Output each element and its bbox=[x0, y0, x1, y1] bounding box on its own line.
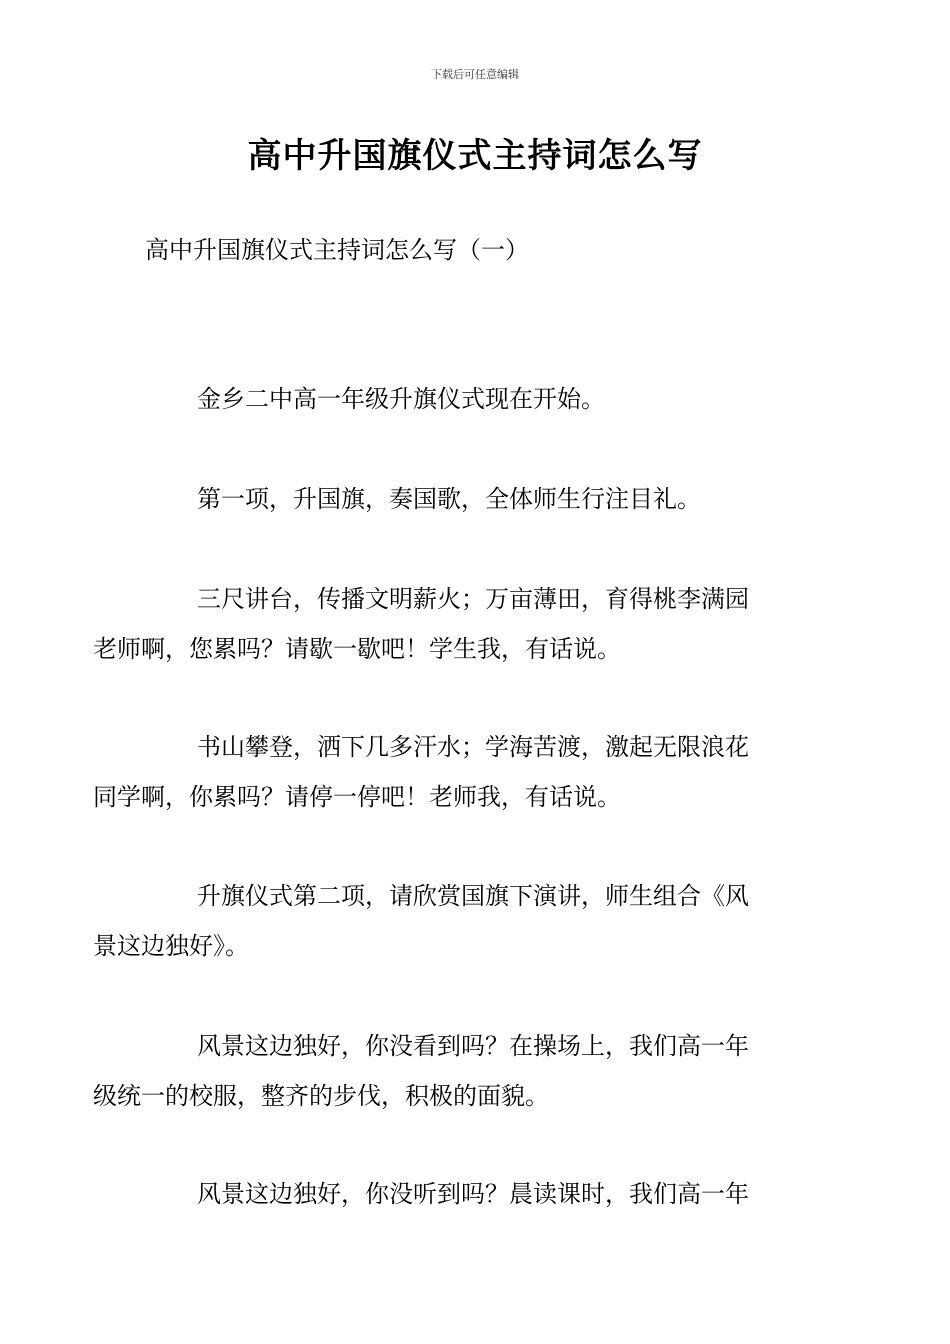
paragraph-line: 风景这边独好，你没听到吗？晨读课时，我们高一年 bbox=[197, 1180, 749, 1208]
paragraph-2 bbox=[145, 474, 807, 524]
paragraph-line: 金乡二中高一年级升旗仪式现在开始。 bbox=[197, 385, 605, 413]
header-note: 下载后可任意编辑 bbox=[431, 68, 519, 81]
paragraph-6 bbox=[93, 1021, 807, 1121]
document-title: 高中升国旗仪式主持词怎么写 bbox=[247, 136, 703, 176]
paragraph-4 bbox=[93, 722, 807, 822]
paragraph-1 bbox=[145, 374, 807, 424]
paragraph-line: 升旗仪式第二项，请欣赏国旗下演讲，师生组合《风 bbox=[197, 882, 749, 910]
paragraph-line: 级统一的校服，整齐的步伐，积极的面貌。 bbox=[93, 1082, 549, 1110]
paragraph-5 bbox=[93, 871, 807, 971]
paragraph-line: 书山攀登，洒下几多汗水；学海苦渡，激起无限浪花 bbox=[197, 733, 749, 761]
section-subtitle: 高中升国旗仪式主持词怎么写（一） bbox=[145, 236, 529, 264]
paragraph-3 bbox=[93, 574, 807, 674]
paragraph-line: 三尺讲台，传播文明薪火；万亩薄田，育得桃李满园 bbox=[197, 585, 749, 613]
paragraph-line: 同学啊，你累吗？请停一停吧！老师我，有话说。 bbox=[93, 783, 621, 811]
paragraph-line: 第一项，升国旗，奏国歌，全体师生行注目礼。 bbox=[197, 485, 701, 513]
paragraph-line: 老师啊，您累吗？请歇一歇吧！学生我，有话说。 bbox=[93, 635, 621, 663]
paragraph-line: 风景这边独好，你没看到吗？在操场上，我们高一年 bbox=[197, 1032, 749, 1060]
paragraph-line: 景这边独好》。 bbox=[93, 932, 249, 960]
paragraph-7 bbox=[145, 1169, 807, 1219]
